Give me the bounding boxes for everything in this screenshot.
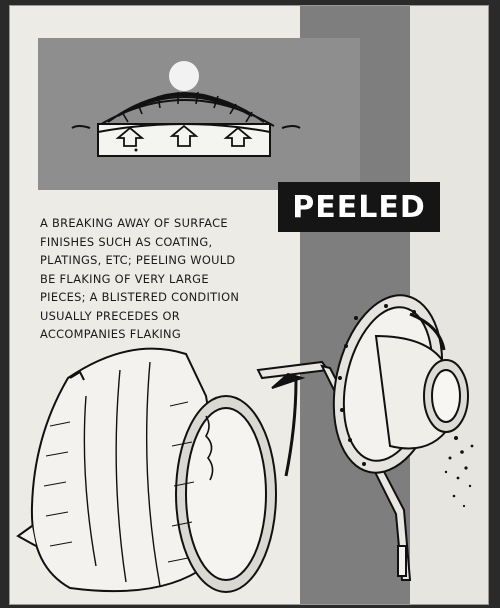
cylinder-part-illustration [18, 349, 276, 592]
component-illustrations [10, 6, 488, 604]
description-line: A BREAKING AWAY OF SURFACE [40, 216, 228, 230]
page-title: PEELED [292, 189, 426, 225]
flaking-particles [445, 436, 474, 507]
document-page [10, 6, 488, 604]
description-line: BE FLAKING OF VERY LARGE [40, 271, 209, 286]
flanged-cone-illustration [318, 285, 468, 483]
description-line: PIECES; A BLISTERED CONDITION [40, 290, 240, 304]
description-line: USUALLY PRECEDES OR [40, 308, 180, 323]
description-line: PLATINGS, ETC; PEELING WOULD [40, 253, 236, 267]
description-line: FINISHES SUCH AS COATING, [40, 234, 213, 249]
description-line: ACCOMPANIES FLAKING [40, 327, 181, 341]
